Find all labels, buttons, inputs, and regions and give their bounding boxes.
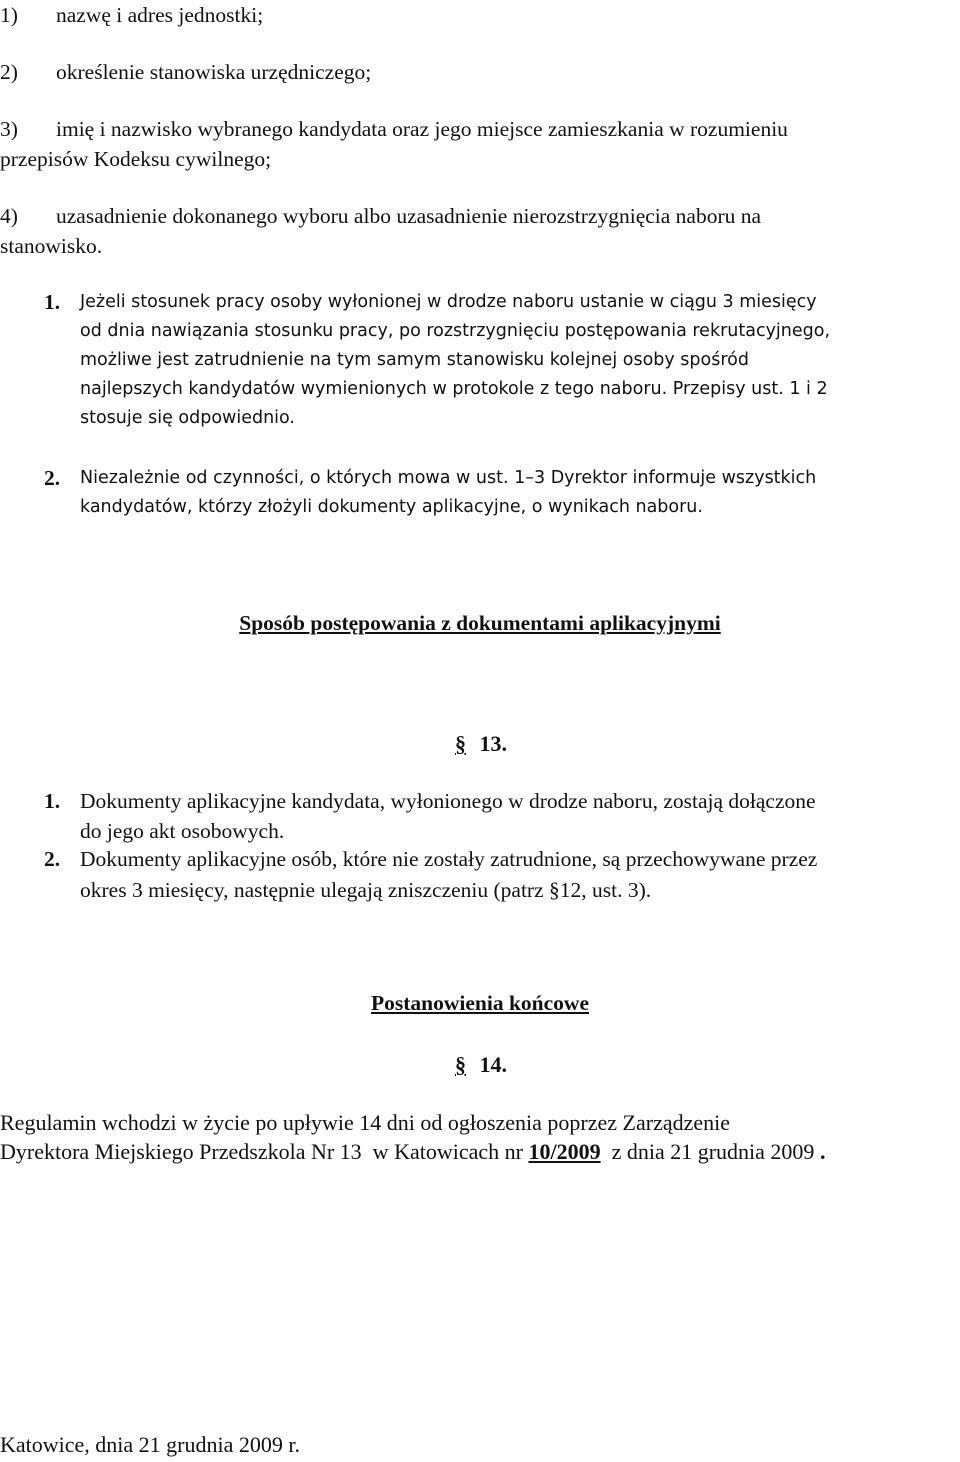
paragraph-sign: § [455, 731, 466, 756]
list-number: 2) [0, 60, 18, 84]
paragraph-line: do jego akt osobowych. [80, 819, 285, 843]
paragraph-number: 2. [44, 466, 61, 490]
list-text: nazwę i adres jednostki; [56, 3, 264, 27]
section-mark [455, 1052, 507, 1078]
paragraph-line: Dokumenty aplikacyjne osób, które nie zostały zatrudnione, są przechowywane przez [80, 847, 818, 871]
paragraph-line: od dnia nawiązania stosunku pracy, po rozstrzygnięciu postępowania rekrutacyjnego, [80, 321, 831, 341]
paragraph-line: kandydatów, którzy złożyli dokumenty aplikacyjne, o wynikach naboru. [80, 497, 703, 517]
paragraph-number: 1. [44, 290, 61, 314]
section-mark [455, 731, 507, 757]
paragraph-number: 1. [44, 789, 61, 813]
paragraph-line: stosuje się odpowiednio. [80, 408, 295, 428]
list-text-continuation: przepisów Kodeksu cywilnego; [0, 147, 272, 171]
list-text: uzasadnienie dokonanego wyboru albo uzasadnienie nierozstrzygnięcia naboru na [56, 204, 762, 228]
list-number: 1) [0, 3, 18, 27]
closing-paragraph-line: Dyrektora Miejskiego Przedszkola Nr 13 w Katowicach nr 10/2009 z dnia 21 grudnia 2009 . [0, 1139, 826, 1164]
order-number: 10/2009 [528, 1139, 601, 1164]
paragraph-line: Dokumenty aplikacyjne kandydata, wyłonionego w drodze naboru, zostają dołączone [80, 789, 816, 813]
section-number: 14. [479, 1052, 507, 1077]
section-number: 13. [479, 731, 507, 756]
place-date-footer: Katowice, dnia 21 grudnia 2009 r. [0, 1432, 300, 1457]
paragraph-sign: § [455, 1052, 466, 1077]
list-number: 4) [0, 204, 18, 228]
paragraph-line: okres 3 miesięcy, następnie ulegają zniszczeniu (patrz §12, ust. 3). [80, 878, 652, 902]
list-text: imię i nazwisko wybranego kandydata oraz jego miejsce zamieszkania w rozumieniu [56, 117, 788, 141]
section-heading: Postanowienia końcowe [371, 991, 589, 1015]
paragraph-line: możliwe jest zatrudnienie na tym samym stanowisku kolejnej osoby spośród [80, 350, 749, 370]
closing-paragraph-line: Regulamin wchodzi w życie po upływie 14 dni od ogłoszenia poprzez Zarządzenie [0, 1110, 731, 1135]
list-number: 3) [0, 117, 18, 141]
section-heading: Sposób postępowania z dokumentami aplikacyjnymi [239, 611, 721, 635]
paragraph-line: najlepszych kandydatów wymienionych w protokole z tego naboru. Przepisy ust. 1 i 2 [80, 379, 828, 399]
paragraph-line: Niezależnie od czynności, o których mowa w ust. 1–3 Dyrektor informuje wszystkich [80, 468, 817, 488]
paragraph-number: 2. [44, 847, 61, 871]
list-text-continuation: stanowisko. [0, 234, 103, 258]
paragraph-line: Jeżeli stosunek pracy osoby wyłonionej w drodze naboru ustanie w ciągu 3 miesięcy [80, 292, 817, 312]
list-text: określenie stanowiska urzędniczego; [56, 60, 372, 84]
